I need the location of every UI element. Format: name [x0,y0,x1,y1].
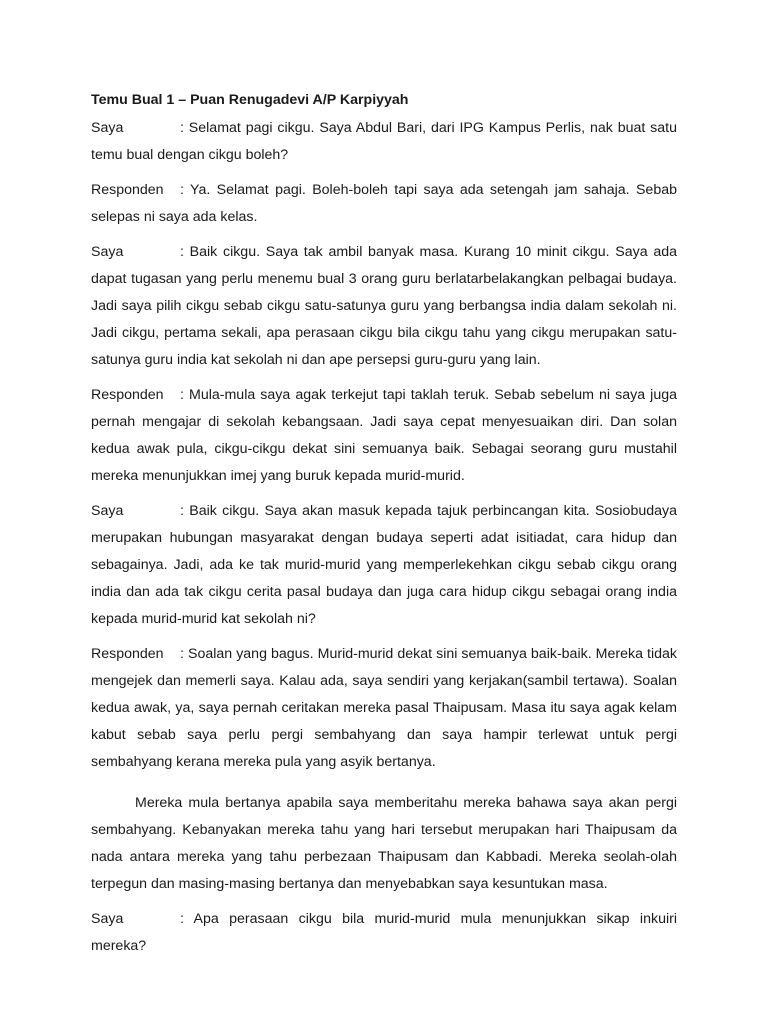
speaker-label: Saya [91,911,124,927]
dialogue-paragraph-3 [91,239,677,374]
speaker-label: Saya [91,120,124,136]
speaker-label: Saya [91,503,124,519]
dialogue-text: : Apa perasaan cikgu bila murid-murid mula menunjukkan sikap inkuiri mereka? [91,911,677,954]
dialogue-text: : Soalan yang bagus. Murid-murid dekat sini semuanya baik-baik. Mereka tidak mengejek dan memerli saya. Kalau ada, saya sendiri yang kerjakan(sambil tertawa). Soalan kedua awak, ya, saya pernah ceritakan mereka pasal Thaipusam. Masa itu saya agak kelam kabut sebab saya perlu pergi sembahyang dan saya hampir terlewat untuk pergi sembahyang kerana mereka pula yang asyik bertanya. [91,646,677,770]
dialogue-paragraph-1 [91,115,677,169]
interview-title: Temu Bual 1 – Puan Renugadevi A/P Karpiyyah [91,92,409,108]
speaker-label: Responden [91,182,164,198]
continuation-paragraph: Mereka mula bertanya apabila saya memberitahu mereka bahawa saya akan pergi sembahyang. Kebanyakan mereka tahu yang hari tersebut merupakan hari Thaipusam da nada antara mereka yang tahu perbezaan Thaipusam dan Kabbadi. Mereka seolah-olah terpegun dan masing-masing bertanya dan menyebabkan saya kesuntukan masa. [91,795,677,892]
speaker-label: Responden [91,387,164,403]
dialogue-text: : Mula-mula saya agak terkejut tapi taklah teruk. Sebab sebelum ni saya juga pernah mengajar di sekolah kebangsaan. Jadi saya cepat menyesuaikan diri. Dan solan kedua awak pula, cikgu-cikgu dekat sini semuanya baik. Sebagai seorang guru mustahil mereka menunjukkan imej yang buruk kepada murid-murid. [91,387,677,484]
dialogue-paragraph-5 [91,498,677,633]
speaker-label: Saya [91,244,124,260]
speaker-label: Responden [91,646,164,662]
document-page [91,89,677,968]
dialogue-paragraph-6 [91,641,677,776]
dialogue-text: : Baik cikgu. Saya akan masuk kepada tajuk perbincangan kita. Sosiobudaya merupakan hubungan masyarakat dengan budaya seperti adat isitiadat, cara hidup dan sebagainya. Jadi, ada ke tak murid-murid yang memperlekehkan cikgu sebab cikgu orang india dan ada tak cikgu cerita pasal budaya dan juga cara hidup cikgu sebagai orang india kepada murid-murid kat sekolah ni? [91,503,677,627]
dialogue-text: : Ya. Selamat pagi. Boleh-boleh tapi saya ada setengah jam sahaja. Sebab selepas ni saya ada kelas. [91,182,677,225]
dialogue-paragraph-2 [91,177,677,231]
dialogue-paragraph-last [91,906,677,960]
dialogue-text: : Selamat pagi cikgu. Saya Abdul Bari, dari IPG Kampus Perlis, nak buat satu temu bual dengan cikgu boleh? [91,120,677,163]
dialogue-paragraph-4 [91,382,677,490]
dialogue-text: : Baik cikgu. Saya tak ambil banyak masa. Kurang 10 minit cikgu. Saya ada dapat tugasan yang perlu menemu bual 3 orang guru berlatarbelakangkan pelbagai budaya. Jadi saya pilih cikgu sebab cikgu satu-satunya guru yang berbangsa india dalam sekolah ni. Jadi cikgu, pertama sekali, apa perasaan cikgu bila cikgu tahu yang cikgu merupakan satu-satunya guru india kat sekolah ni dan ape persepsi guru-guru yang lain. [91,244,677,368]
